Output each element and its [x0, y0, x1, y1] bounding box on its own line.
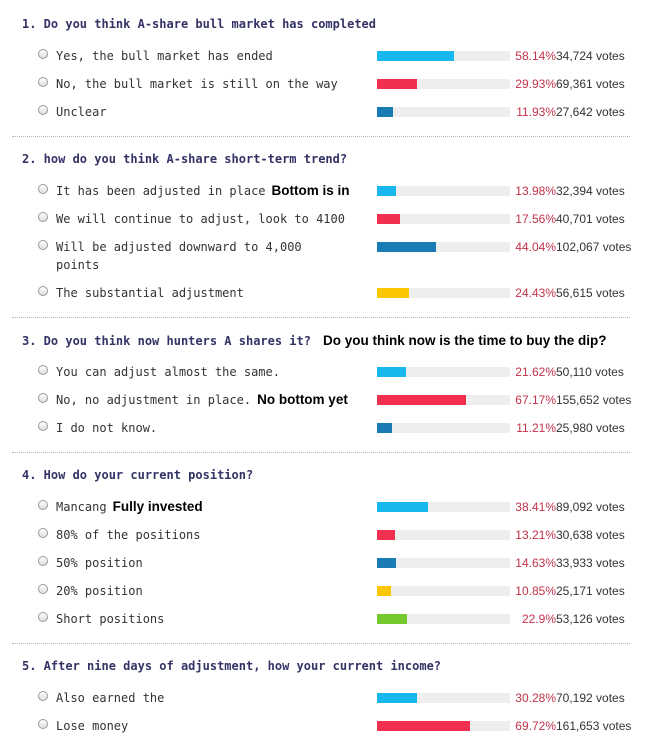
- option-annotation: Fully invested: [112, 499, 203, 514]
- vote-bar-track: [377, 395, 510, 405]
- vote-bar-fill: [377, 367, 406, 377]
- option-annotation: No bottom yet: [257, 392, 348, 407]
- vote-bar-fill: [377, 288, 409, 298]
- option-row: [0, 44, 654, 72]
- option-label: No, no adjustment in place. No bottom yet: [56, 392, 348, 407]
- option-radio[interactable]: [38, 393, 48, 403]
- option-radio[interactable]: [38, 212, 48, 222]
- vote-count: 33,933 votes: [556, 556, 625, 570]
- vote-bar-track: [377, 423, 510, 433]
- option-row: [0, 207, 654, 235]
- option-radio[interactable]: [38, 500, 48, 510]
- option-row: [0, 686, 654, 714]
- vote-bar-track: [377, 288, 510, 298]
- option-row: [0, 235, 654, 277]
- option-row: [0, 523, 654, 551]
- option-radio[interactable]: [38, 77, 48, 87]
- question-annotation: Do you think now is the time to buy the dip?: [322, 333, 607, 348]
- vote-count: 50,110 votes: [556, 365, 624, 379]
- vote-count: 40,701 votes: [556, 212, 625, 226]
- vote-count: 27,642 votes: [556, 105, 625, 119]
- vote-percent: 11.93%: [516, 105, 556, 119]
- option-label: Also earned the: [56, 691, 165, 705]
- vote-percent: 14.63%: [515, 556, 556, 570]
- option-label: You can adjust almost the same.: [56, 365, 280, 379]
- vote-bar-fill: [377, 502, 428, 512]
- option-label: Will be adjusted downward to 4,000 points: [56, 240, 302, 272]
- vote-percent: 67.17%: [515, 393, 556, 407]
- vote-bar-fill: [377, 79, 417, 89]
- vote-count: 161,653 votes: [556, 719, 632, 733]
- section-divider: [12, 317, 630, 318]
- option-annotation: Bottom is in: [271, 183, 350, 198]
- option-label: Lose money: [56, 719, 129, 733]
- vote-bar-track: [377, 79, 510, 89]
- option-row: [0, 179, 654, 207]
- option-row: [0, 416, 654, 444]
- vote-count: 56,615 votes: [556, 286, 625, 300]
- vote-bar-track: [377, 242, 510, 252]
- vote-bar-fill: [377, 186, 396, 196]
- vote-bar-fill: [377, 586, 391, 596]
- vote-count: 69,361 votes: [556, 77, 625, 91]
- option-row: [0, 495, 654, 523]
- option-row: [0, 579, 654, 607]
- option-radio[interactable]: [38, 556, 48, 566]
- option-label: Mancang Fully invested: [56, 499, 203, 514]
- vote-count: 30,638 votes: [556, 528, 625, 542]
- vote-percent: 11.21%: [516, 421, 556, 435]
- option-radio[interactable]: [38, 240, 48, 250]
- vote-bar-fill: [377, 721, 470, 731]
- question-title: 2. how do you think A-share short-term trend?: [22, 152, 348, 166]
- vote-count: 70,192 votes: [556, 691, 625, 705]
- vote-bar-track: [377, 586, 510, 596]
- section-divider: [12, 452, 630, 453]
- vote-percent: 13.98%: [515, 184, 556, 198]
- option-row: [0, 72, 654, 100]
- vote-percent: 24.43%: [515, 286, 556, 300]
- option-row: [0, 714, 654, 742]
- vote-bar-fill: [377, 614, 407, 624]
- option-row: [0, 607, 654, 635]
- option-label: 50% position: [56, 556, 143, 570]
- option-radio[interactable]: [38, 105, 48, 115]
- question-title: 1. Do you think A-share bull market has completed: [22, 17, 377, 31]
- vote-percent: 58.14%: [515, 49, 556, 63]
- option-radio[interactable]: [38, 612, 48, 622]
- vote-percent: 17.56%: [515, 212, 556, 226]
- vote-bar-track: [377, 614, 510, 624]
- option-label: Short positions: [56, 612, 165, 626]
- vote-percent: 13.21%: [515, 528, 556, 542]
- option-label: 80% of the positions: [56, 528, 201, 542]
- vote-bar-track: [377, 107, 510, 117]
- vote-count: 155,652 votes: [556, 393, 632, 407]
- option-row: [0, 100, 654, 128]
- vote-bar-track: [377, 693, 510, 703]
- option-radio[interactable]: [38, 421, 48, 431]
- question-title: 4. How do your current position?: [22, 468, 254, 482]
- vote-bar-track: [377, 214, 510, 224]
- vote-percent: 10.85%: [515, 584, 556, 598]
- vote-bar-track: [377, 721, 510, 731]
- section-divider: [12, 643, 630, 644]
- option-label: I do not know.: [56, 421, 158, 435]
- vote-count: 25,171 votes: [556, 584, 625, 598]
- question-title: 5. After nine days of adjustment, how your current income?: [22, 659, 442, 673]
- vote-bar-fill: [377, 107, 393, 117]
- vote-percent: 22.9%: [521, 612, 556, 626]
- option-label: The substantial adjustment: [56, 286, 244, 300]
- vote-count: 89,092 votes: [556, 500, 625, 514]
- vote-bar-fill: [377, 530, 395, 540]
- option-row: [0, 281, 654, 309]
- vote-bar-track: [377, 186, 510, 196]
- option-row: [0, 360, 654, 388]
- vote-bar-fill: [377, 423, 392, 433]
- option-radio[interactable]: [38, 365, 48, 375]
- vote-count: 32,394 votes: [556, 184, 625, 198]
- vote-bar-fill: [377, 51, 454, 61]
- option-label: No, the bull market is still on the way: [56, 77, 338, 91]
- option-radio[interactable]: [38, 584, 48, 594]
- vote-bar-fill: [377, 395, 466, 405]
- option-radio[interactable]: [38, 719, 48, 729]
- option-label: It has been adjusted in place Bottom is in: [56, 183, 350, 198]
- option-radio[interactable]: [38, 49, 48, 59]
- vote-bar-track: [377, 367, 510, 377]
- vote-bar-track: [377, 530, 510, 540]
- vote-bar-fill: [377, 693, 417, 703]
- option-label: We will continue to adjust, look to 4100: [56, 212, 345, 226]
- option-label: 20% position: [56, 584, 143, 598]
- vote-percent: 29.93%: [515, 77, 556, 91]
- option-row: [0, 388, 654, 416]
- section-divider: [12, 136, 630, 137]
- vote-bar-track: [377, 502, 510, 512]
- option-radio[interactable]: [38, 184, 48, 194]
- vote-count: 102,067 votes: [556, 240, 632, 254]
- option-row: [0, 551, 654, 579]
- vote-bar-track: [377, 51, 510, 61]
- vote-bar-track: [377, 558, 510, 568]
- vote-bar-fill: [377, 242, 436, 252]
- option-radio[interactable]: [38, 691, 48, 701]
- vote-percent: 30.28%: [515, 691, 556, 705]
- option-label: Unclear: [56, 105, 107, 119]
- option-radio[interactable]: [38, 528, 48, 538]
- question-title: 3. Do you think now hunters A shares it? Do you think now is the time to buy the dip?: [22, 333, 607, 348]
- vote-count: 25,980 votes: [556, 421, 625, 435]
- vote-percent: 44.04%: [515, 240, 556, 254]
- vote-count: 34,724 votes: [556, 49, 625, 63]
- vote-percent: 69.72%: [515, 719, 556, 733]
- option-radio[interactable]: [38, 286, 48, 296]
- vote-percent: 21.62%: [515, 365, 556, 379]
- vote-count: 53,126 votes: [556, 612, 625, 626]
- option-label: Yes, the bull market has ended: [56, 49, 273, 63]
- vote-bar-fill: [377, 214, 400, 224]
- vote-bar-fill: [377, 558, 396, 568]
- vote-percent: 38.41%: [515, 500, 556, 514]
